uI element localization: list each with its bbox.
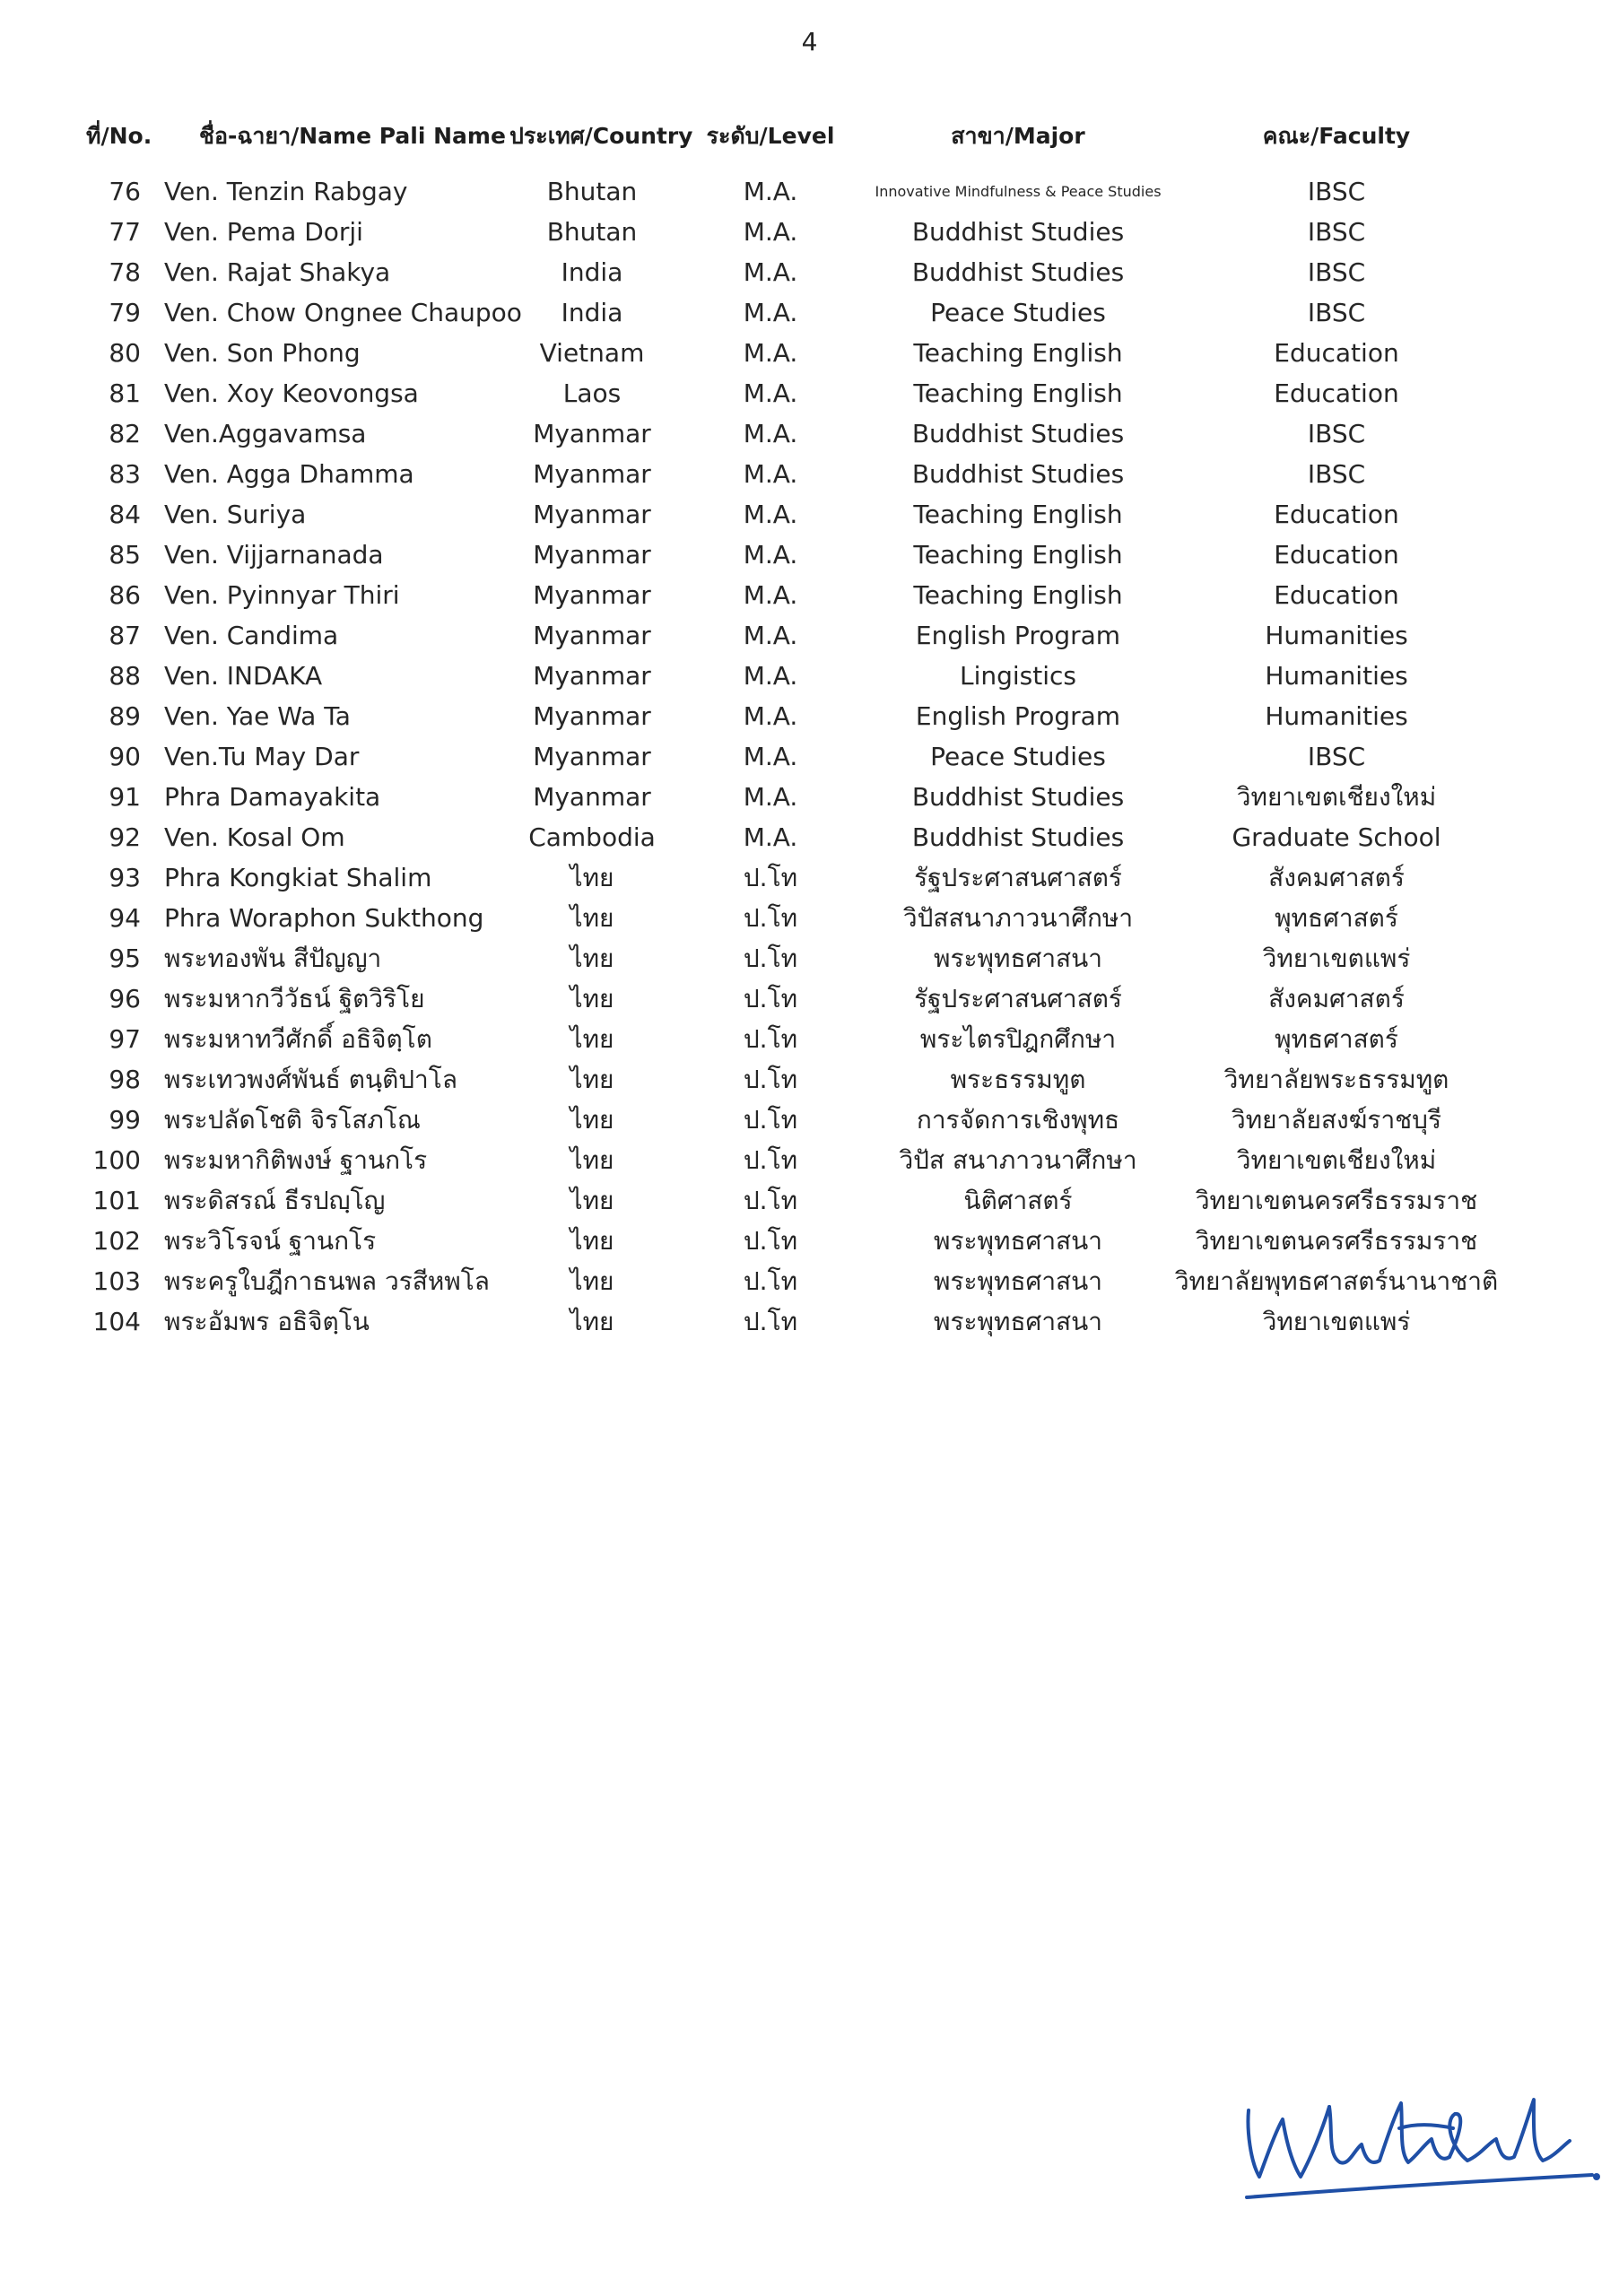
faculty-cell: IBSC <box>1307 419 1366 448</box>
major-cell: พระธรรมทูต <box>950 1065 1086 1094</box>
row-number-cell: 82 <box>109 419 141 448</box>
major-cell: Buddhist Studies <box>911 217 1125 247</box>
major-cell: วิปัส สนาภาวนาศึกษา <box>899 1145 1137 1175</box>
country-cell: Cambodia <box>528 822 656 852</box>
name-pali-cell: Ven.Aggavamsa <box>164 419 367 448</box>
country-cell: ไทย <box>570 903 614 933</box>
name-pali-cell: Phra Kongkiat Shalim <box>164 863 432 892</box>
country-cell: ไทย <box>570 1065 614 1094</box>
country-cell: Myanmar <box>533 580 651 610</box>
name-pali-cell: พระปลัดโชติ จิรโสภโณ <box>164 1105 421 1135</box>
major-cell: การจัดการเชิงพุทธ <box>916 1105 1120 1135</box>
faculty-cell: Education <box>1274 540 1399 570</box>
name-pali-cell: Ven. Son Phong <box>164 338 361 368</box>
header-name: ชื่อ-ฉายา/Name Pali Name <box>199 123 506 149</box>
row-number-cell: 87 <box>109 621 141 650</box>
row-number-cell: 83 <box>109 459 141 489</box>
level-cell: M.A. <box>743 782 798 812</box>
country-cell: ไทย <box>570 944 614 973</box>
major-cell: Buddhist Studies <box>911 419 1125 448</box>
country-cell: Myanmar <box>533 419 651 448</box>
faculty-cell: วิทยาลัยพระธรรมทูต <box>1223 1065 1449 1094</box>
name-pali-cell: Ven. Yae Wa Ta <box>164 701 351 731</box>
country-cell: ไทย <box>570 1226 614 1256</box>
faculty-cell: วิทยาเขตเชียงใหม่ <box>1236 1145 1437 1175</box>
major-cell: Teaching English <box>913 540 1123 570</box>
faculty-cell: สังคมศาสตร์ <box>1268 984 1405 1013</box>
level-cell: ป.โท <box>743 1105 798 1135</box>
major-cell: พระพุทธศาสนา <box>934 1307 1102 1336</box>
level-cell: ป.โท <box>743 1266 798 1296</box>
level-cell: ป.โท <box>743 944 798 973</box>
level-cell: M.A. <box>743 217 798 247</box>
major-cell: Buddhist Studies <box>911 459 1125 489</box>
level-cell: M.A. <box>743 742 798 771</box>
level-cell: M.A. <box>743 621 798 650</box>
faculty-cell: พุทธศาสตร์ <box>1275 1024 1398 1054</box>
row-number-cell: 96 <box>109 984 141 1013</box>
row-number-cell: 95 <box>109 944 141 973</box>
name-pali-cell: Ven. Tenzin Rabgay <box>164 177 408 206</box>
major-cell: รัฐประศาสนศาสตร์ <box>914 863 1122 892</box>
level-cell: M.A. <box>743 500 798 529</box>
major-cell: Teaching English <box>913 580 1123 610</box>
country-cell: Bhutan <box>546 177 638 206</box>
faculty-cell: IBSC <box>1307 217 1366 247</box>
name-pali-cell: พระวิโรจน์ ฐานกโร <box>164 1226 377 1256</box>
faculty-cell: Education <box>1274 378 1399 408</box>
table-header <box>0 109 1619 163</box>
country-cell: Myanmar <box>533 540 651 570</box>
faculty-cell: Humanities <box>1265 621 1408 650</box>
page-number: 4 <box>801 27 818 57</box>
faculty-cell: Graduate School <box>1232 822 1441 852</box>
row-number-cell: 84 <box>109 500 141 529</box>
level-cell: M.A. <box>743 338 798 368</box>
major-cell: Peace Studies <box>930 742 1106 771</box>
major-cell: วิปัสสนาภาวนาศึกษา <box>902 903 1134 933</box>
row-number-cell: 97 <box>109 1024 141 1054</box>
name-pali-cell: Ven. Candima <box>164 621 339 650</box>
row-number-cell: 86 <box>109 580 141 610</box>
table-row <box>0 1295 1619 1349</box>
country-cell: Myanmar <box>533 701 651 731</box>
name-pali-cell: Phra Damayakita <box>164 782 381 812</box>
country-cell: Vietnam <box>539 338 645 368</box>
level-cell: ป.โท <box>743 1145 798 1175</box>
country-cell: ไทย <box>570 1307 614 1336</box>
row-number-cell: 79 <box>109 298 141 327</box>
header-level: ระดับ/Level <box>706 123 835 149</box>
level-cell: M.A. <box>743 378 798 408</box>
name-pali-cell: Ven. Rajat Shakya <box>164 257 391 287</box>
major-cell: Innovative Mindfulness & Peace Studies <box>875 183 1162 200</box>
row-number-cell: 81 <box>109 378 141 408</box>
level-cell: ป.โท <box>743 1307 798 1336</box>
level-cell: M.A. <box>743 701 798 731</box>
name-pali-cell: Ven. Pyinnyar Thiri <box>164 580 400 610</box>
row-number-cell: 77 <box>109 217 141 247</box>
faculty-cell: IBSC <box>1307 257 1366 287</box>
row-number-cell: 101 <box>92 1186 141 1215</box>
faculty-cell: Humanities <box>1265 701 1408 731</box>
level-cell: ป.โท <box>743 1024 798 1054</box>
level-cell: M.A. <box>743 257 798 287</box>
row-number-cell: 100 <box>92 1145 141 1175</box>
faculty-cell: วิทยาลัยพุทธศาสตร์นานาชาติ <box>1174 1266 1499 1296</box>
level-cell: M.A. <box>743 540 798 570</box>
faculty-cell: วิทยาเขตเชียงใหม่ <box>1236 782 1437 812</box>
name-pali-cell: พระครูใบฎีกาธนพล วรสีหพโล <box>164 1266 490 1296</box>
name-pali-cell: พระเทวพงศ์พันธ์ ตนฺติปาโล <box>164 1065 457 1094</box>
row-number-cell: 92 <box>109 822 141 852</box>
name-pali-cell: Ven. Agga Dhamma <box>164 459 414 489</box>
level-cell: ป.โท <box>743 863 798 892</box>
row-number-cell: 90 <box>109 742 141 771</box>
faculty-cell: Humanities <box>1265 661 1408 691</box>
major-cell: Teaching English <box>913 378 1123 408</box>
name-pali-cell: พระมหาทวีศักดิ์ อธิจิตฺโต <box>164 1024 432 1054</box>
name-pali-cell: Ven. Kosal Om <box>164 822 345 852</box>
level-cell: ป.โท <box>743 903 798 933</box>
country-cell: India <box>561 298 623 327</box>
signature <box>1229 2076 1606 2211</box>
header-faculty: คณะ/Faculty <box>1262 123 1411 149</box>
row-number-cell: 80 <box>109 338 141 368</box>
row-number-cell: 99 <box>109 1105 141 1135</box>
name-pali-cell: Ven. Xoy Keovongsa <box>164 378 419 408</box>
faculty-cell: วิทยาลัยสงฆ์ราชบุรี <box>1232 1105 1441 1135</box>
level-cell: ป.โท <box>743 984 798 1013</box>
faculty-cell: สังคมศาสตร์ <box>1268 863 1405 892</box>
header-major: สาขา/Major <box>951 123 1085 149</box>
country-cell: Myanmar <box>533 459 651 489</box>
row-number-cell: 102 <box>92 1226 141 1256</box>
level-cell: M.A. <box>743 580 798 610</box>
faculty-cell: IBSC <box>1307 742 1366 771</box>
faculty-cell: วิทยาเขตนครศรีธรรมราช <box>1195 1226 1478 1256</box>
major-cell: นิติศาสตร์ <box>963 1186 1073 1215</box>
country-cell: Myanmar <box>533 621 651 650</box>
major-cell: พระพุทธศาสนา <box>934 944 1102 973</box>
row-number-cell: 88 <box>109 661 141 691</box>
name-pali-cell: Ven. Suriya <box>164 500 307 529</box>
name-pali-cell: พระทองพัน สีปัญญา <box>164 944 382 973</box>
level-cell: M.A. <box>743 298 798 327</box>
level-cell: ป.โท <box>743 1065 798 1094</box>
country-cell: Laos <box>562 378 622 408</box>
country-cell: Myanmar <box>533 500 651 529</box>
faculty-cell: Education <box>1274 580 1399 610</box>
name-pali-cell: Phra Woraphon Sukthong <box>164 903 484 933</box>
row-number-cell: 89 <box>109 701 141 731</box>
name-pali-cell: พระดิสรณ์ ธีรปญฺโญ <box>164 1186 386 1215</box>
country-cell: Myanmar <box>533 742 651 771</box>
country-cell: ไทย <box>570 984 614 1013</box>
row-number-cell: 93 <box>109 863 141 892</box>
row-number-cell: 104 <box>92 1307 141 1336</box>
country-cell: Myanmar <box>533 661 651 691</box>
name-pali-cell: Ven. INDAKA <box>164 661 323 691</box>
country-cell: ไทย <box>570 1186 614 1215</box>
country-cell: ไทย <box>570 1266 614 1296</box>
faculty-cell: วิทยาเขตแพร่ <box>1262 1307 1411 1336</box>
country-cell: ไทย <box>570 863 614 892</box>
row-number-cell: 91 <box>109 782 141 812</box>
major-cell: Teaching English <box>913 338 1123 368</box>
major-cell: Buddhist Studies <box>911 257 1125 287</box>
country-cell: ไทย <box>570 1145 614 1175</box>
name-pali-cell: พระอัมพร อธิจิตฺโน <box>164 1307 370 1336</box>
major-cell: Buddhist Studies <box>911 782 1125 812</box>
faculty-cell: IBSC <box>1307 298 1366 327</box>
major-cell: Buddhist Studies <box>911 822 1125 852</box>
major-cell: พระพุทธศาสนา <box>934 1226 1102 1256</box>
name-pali-cell: Ven. Pema Dorji <box>164 217 363 247</box>
level-cell: ป.โท <box>743 1226 798 1256</box>
country-cell: Bhutan <box>546 217 638 247</box>
country-cell: India <box>561 257 623 287</box>
faculty-cell: วิทยาเขตแพร่ <box>1262 944 1411 973</box>
header-no: ที่/No. <box>86 123 152 149</box>
level-cell: ป.โท <box>743 1186 798 1215</box>
faculty-cell: พุทธศาสตร์ <box>1275 903 1398 933</box>
row-number-cell: 76 <box>109 177 141 206</box>
major-cell: พระไตรปิฎกศึกษา <box>919 1024 1117 1054</box>
name-pali-cell: พระมหากิติพงษ์ ฐานกโร <box>164 1145 428 1175</box>
row-number-cell: 98 <box>109 1065 141 1094</box>
name-pali-cell: Ven. Vijjarnanada <box>164 540 384 570</box>
faculty-cell: วิทยาเขตนครศรีธรรมราช <box>1195 1186 1478 1215</box>
major-cell: English Program <box>915 701 1121 731</box>
row-number-cell: 94 <box>109 903 141 933</box>
major-cell: English Program <box>915 621 1121 650</box>
header-country: ประเทศ/Country <box>509 123 693 149</box>
level-cell: M.A. <box>743 459 798 489</box>
country-cell: ไทย <box>570 1105 614 1135</box>
faculty-cell: Education <box>1274 338 1399 368</box>
faculty-cell: Education <box>1274 500 1399 529</box>
row-number-cell: 78 <box>109 257 141 287</box>
faculty-cell: IBSC <box>1307 459 1366 489</box>
major-cell: Peace Studies <box>930 298 1106 327</box>
level-cell: M.A. <box>743 419 798 448</box>
row-number-cell: 85 <box>109 540 141 570</box>
major-cell: รัฐประศาสนศาสตร์ <box>914 984 1122 1013</box>
faculty-cell: IBSC <box>1307 177 1366 206</box>
name-pali-cell: พระมหากวีวัธน์ ฐิตวิริโย <box>164 984 425 1013</box>
major-cell: Lingistics <box>959 661 1076 691</box>
level-cell: M.A. <box>743 177 798 206</box>
row-number-cell: 103 <box>92 1266 141 1296</box>
country-cell: Myanmar <box>533 782 651 812</box>
major-cell: พระพุทธศาสนา <box>934 1266 1102 1296</box>
level-cell: M.A. <box>743 661 798 691</box>
major-cell: Teaching English <box>913 500 1123 529</box>
level-cell: M.A. <box>743 822 798 852</box>
name-pali-cell: Ven.Tu May Dar <box>164 742 360 771</box>
name-pali-cell: Ven. Chow Ongnee Chaupoo <box>164 298 522 327</box>
country-cell: ไทย <box>570 1024 614 1054</box>
